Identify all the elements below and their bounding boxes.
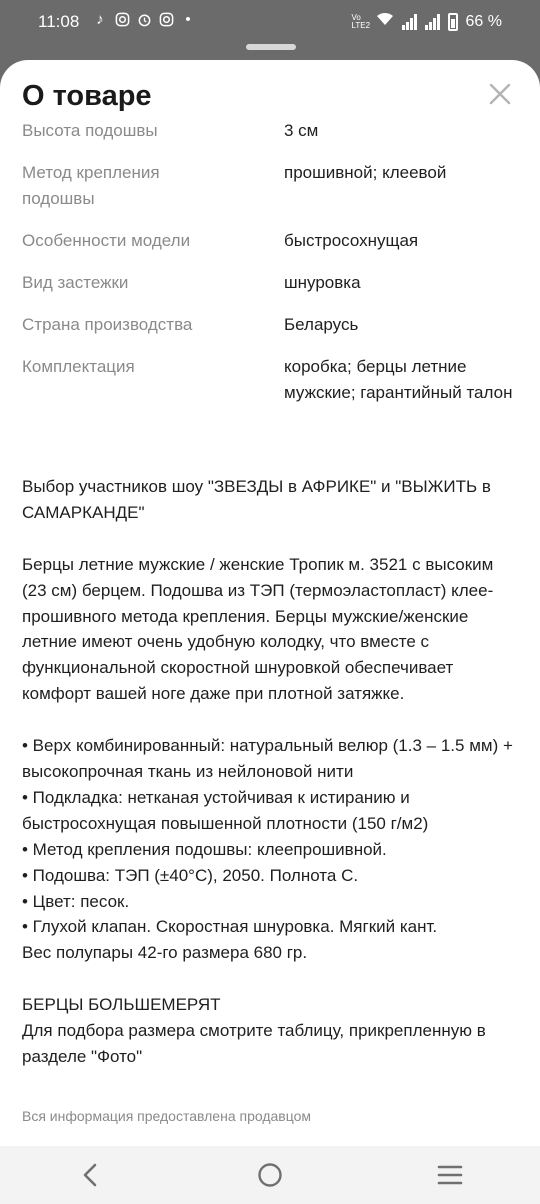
- battery-icon: [448, 13, 458, 31]
- close-icon: [484, 78, 516, 110]
- property-row: [22, 118, 522, 144]
- product-description: Выбор участников шоу "ЗВЕЗДЫ в АФРИКЕ" и "ВЫЖИТЬ в САМАРКАНДЕ" Берцы летние мужские / женские Тропик м. 3521 с высоким (23 см) берцем. Подошва из ТЭП (термоэластопласт) клее-прошивного метода крепления. Берцы мужские/женские летние имеют очень удобную колодку, что вместе с функциональной скоростной шнуровкой обеспечивает комфорт вашей ноге даже при плотной затяжке. • Верх комбинированный: натуральный велюр (1.3 – 1.5 мм) + высокопрочная ткань из нейлоновой нити • Подкладка: нетканая устойчивая к истиранию и быстросохнущая повышенной плотности (150 г/м2) • Метод крепления подошвы: клеепрошивной. • Подошва: ТЭП (±40°С), 2050. Полнота С. • Цвет: песок. • Глухой клапан. Скоростная шнуровка. Мягкий кант. Вес полупары 42-го размера 680 гр. БЕРЦЫ БОЛЬШЕМЕРЯТ Для подбора размера смотрите таблицу, прикрепленную в разделе "Фото": [22, 477, 513, 1066]
- property-name: Страна производства: [22, 315, 193, 334]
- volte-label: Vo LTE2: [351, 12, 371, 30]
- property-value: 3 см: [284, 121, 319, 140]
- notification-icons: [92, 12, 196, 28]
- property-value: быстросохнущая: [284, 231, 419, 250]
- home-icon: [257, 1162, 283, 1188]
- sheet-title: О товаре: [22, 80, 152, 112]
- tiktok-icon: ♪: [96, 11, 104, 28]
- sheet-drag-handle[interactable]: [246, 44, 296, 50]
- property-value: прошивной; клеевой: [284, 163, 447, 182]
- property-row: [22, 270, 522, 296]
- more-notifications-icon: •: [185, 11, 191, 28]
- property-name: Особенности модели: [22, 231, 191, 250]
- product-info-sheet: [0, 60, 540, 1146]
- nav-home-button[interactable]: [240, 1146, 300, 1204]
- signal-icon: [425, 14, 440, 30]
- property-name: Метод крепления подошвы: [22, 163, 160, 208]
- instagram-icon: [158, 12, 174, 28]
- property-row: [22, 228, 522, 254]
- status-time: 11:08: [38, 12, 80, 31]
- seller-info-note: Вся информация предоставлена продавцом: [22, 1108, 312, 1124]
- system-icons: [352, 12, 502, 31]
- system-nav-bar: [0, 1146, 540, 1204]
- property-value: коробка; берцы летние мужские; гарантийный талон: [284, 357, 513, 402]
- property-value: Беларусь: [284, 315, 359, 334]
- signal-icon: [402, 14, 417, 30]
- close-button[interactable]: [484, 78, 516, 110]
- property-value: шнуровка: [284, 273, 361, 292]
- alarm-icon: [136, 12, 152, 28]
- property-name: Комплектация: [22, 357, 135, 376]
- battery-level: 66 %: [465, 12, 502, 30]
- property-row: [22, 312, 522, 338]
- wifi-icon: [376, 12, 394, 31]
- nav-recents-button[interactable]: [420, 1146, 480, 1204]
- nav-back-button[interactable]: [60, 1146, 120, 1204]
- instagram-icon: [114, 12, 130, 28]
- property-name: Высота подошвы: [22, 121, 158, 140]
- menu-icon: [437, 1164, 463, 1186]
- properties-list: [22, 118, 522, 422]
- status-bar: [0, 0, 540, 44]
- property-name: Вид застежки: [22, 273, 129, 292]
- back-icon: [80, 1163, 100, 1187]
- property-row: [22, 160, 522, 212]
- property-row: [22, 354, 522, 406]
